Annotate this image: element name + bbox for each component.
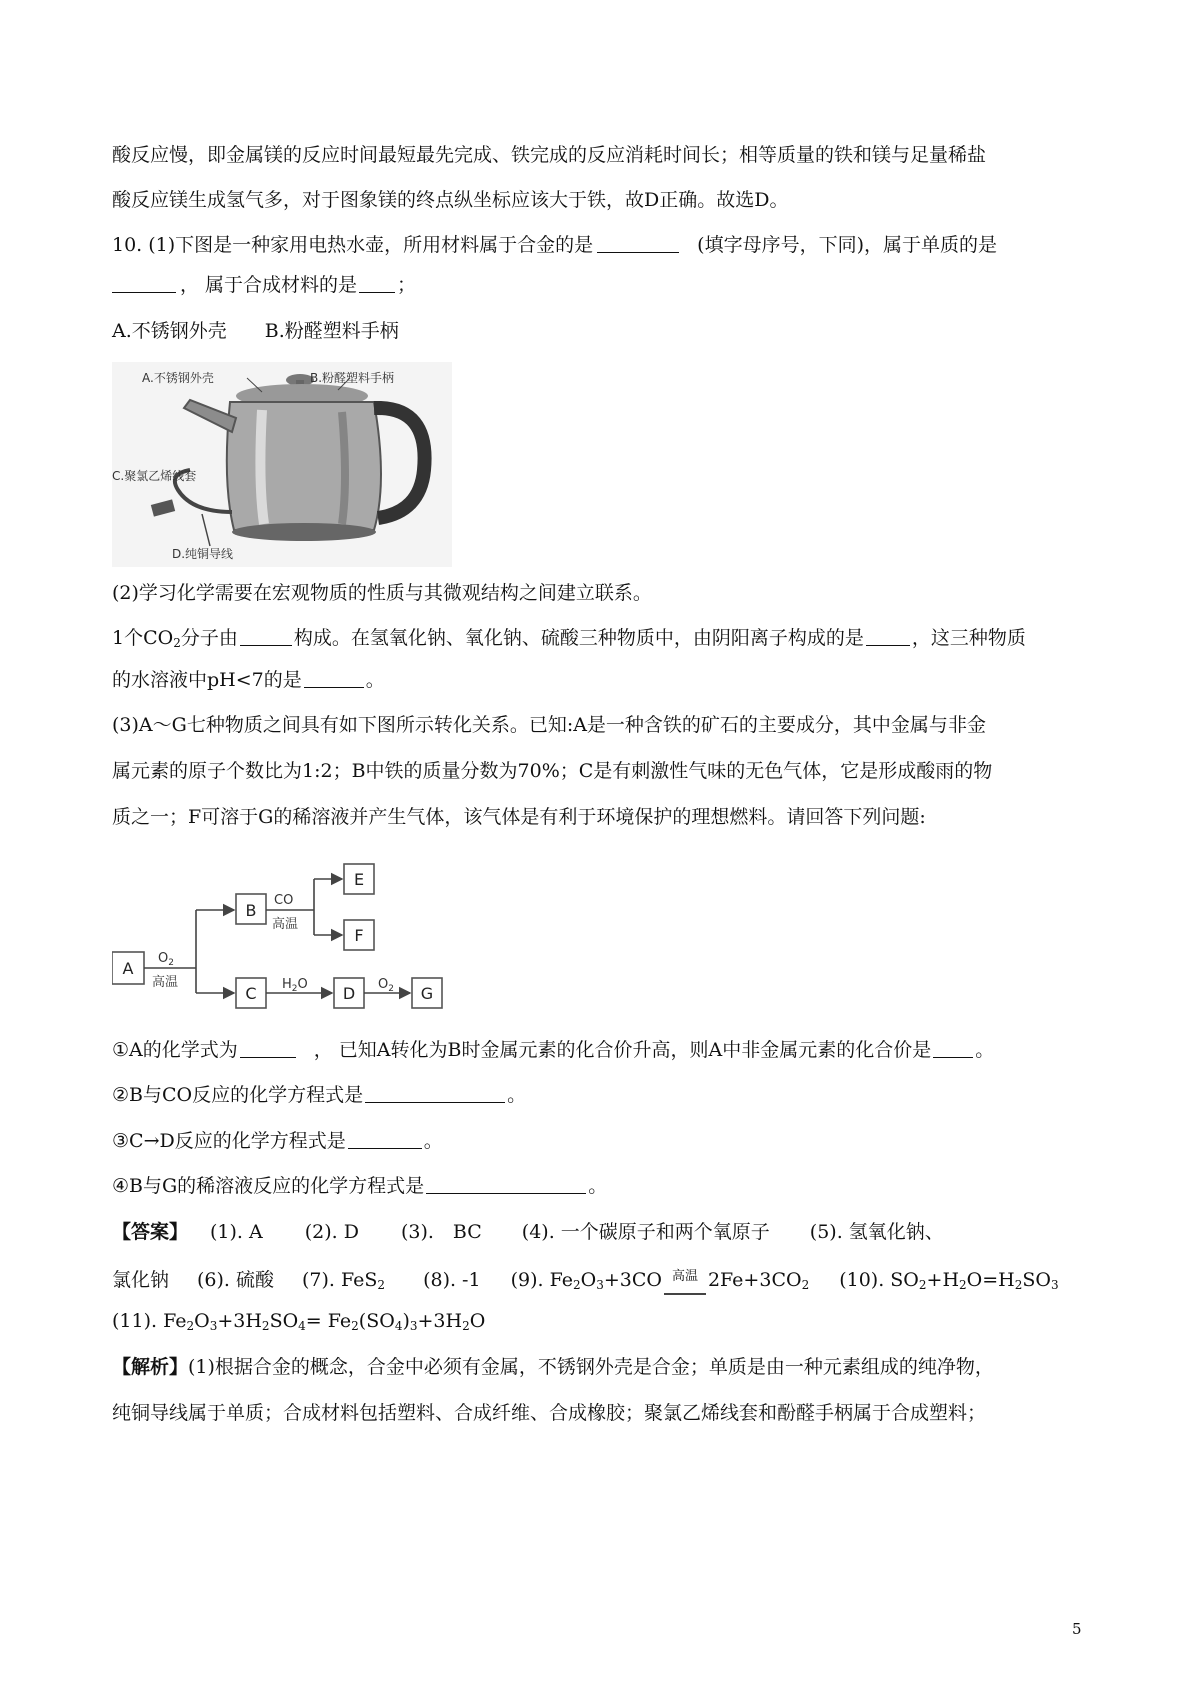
- cond-c-tail: O: [297, 977, 308, 992]
- text: ， 已知A转化为B时金属元素的化合价升高，则A中非金属元素的化合价是: [313, 1039, 932, 1061]
- cond-d-sub: 2: [388, 984, 394, 994]
- text: A.不锈钢外壳 B.粉醛塑料手柄: [112, 320, 399, 342]
- cond-d-reagent: O: [378, 977, 389, 992]
- cond-a-reagent: O: [158, 951, 169, 966]
- question-10-part1: [112, 230, 997, 260]
- label-b: B.粉醛塑料手柄: [310, 371, 395, 385]
- blank: [348, 1130, 422, 1149]
- text: O: [194, 1310, 210, 1332]
- text: = Fe: [305, 1310, 352, 1332]
- answer-line-2: [112, 1262, 1059, 1295]
- subscript: 2: [351, 1319, 359, 1333]
- analysis-text: (1)根据合金的概念，合金中必须有金属，不锈钢外壳是合金；单质是由一种元素组成的纯净物，: [188, 1356, 994, 1378]
- analysis-label: 【解析】: [112, 1356, 189, 1378]
- text: ，这三种物质: [911, 627, 1026, 649]
- text: 。: [588, 1175, 608, 1197]
- node-c: C: [245, 984, 257, 1003]
- subscript: 3: [596, 1278, 604, 1292]
- subscript: 2: [377, 1278, 386, 1292]
- node-e: E: [353, 870, 365, 889]
- answer-item: (4). 一个碳原子和两个氧原子: [521, 1221, 770, 1243]
- paragraph-text: 酸反应慢，即金属镁的反应时间最短最先完成、铁完成的反应消耗时间长；相等质量的铁和镁与足量稀盐: [112, 144, 987, 166]
- text-line: [112, 140, 986, 170]
- text: 10. (1)下图是一种家用电热水壶，所用材料属于合金的是: [112, 234, 594, 256]
- text: ②B与CO反应的化学方程式是: [112, 1084, 364, 1106]
- sub-question-3: [112, 1126, 443, 1156]
- answer-item: (5). 氢氧化钠、: [809, 1221, 944, 1243]
- text: O: [580, 1269, 597, 1291]
- text: 。: [423, 1130, 443, 1152]
- flow-diagram: [112, 862, 472, 1022]
- cond-a-temp: 高温: [152, 975, 179, 990]
- cond-c-reagent: H: [282, 977, 292, 992]
- text: SO: [269, 1310, 299, 1332]
- answer-item: (3). BC: [400, 1221, 482, 1243]
- blank: [933, 1039, 973, 1058]
- text: (11). Fe: [112, 1310, 187, 1332]
- text: +3CO: [603, 1269, 662, 1291]
- blank: [112, 274, 176, 293]
- svg-text:O2: [378, 977, 394, 994]
- answer-item: 氯化钠: [112, 1269, 170, 1291]
- answer-item: (7). FeS: [302, 1269, 378, 1291]
- cond-c-sub: 2: [291, 984, 298, 994]
- question-10-part2: [112, 578, 652, 608]
- text: 属元素的原子个数比为1:2；B中铁的质量分数为70%；C是有刺激性气味的无色气体，它是形成酸雨的物: [112, 760, 993, 782]
- text: 分子由: [180, 627, 238, 649]
- sub-question-1: [112, 1035, 994, 1065]
- answer-item: (1). A: [210, 1221, 263, 1243]
- blank: [240, 627, 292, 646]
- node-a: A: [122, 959, 134, 978]
- label-d: D.纯铜导线: [172, 547, 234, 561]
- text: (填字母序号，下同)，属于单质的是: [697, 234, 997, 256]
- subscript: 2: [572, 1278, 581, 1292]
- subscript: 3: [209, 1319, 218, 1333]
- node-g: G: [420, 984, 434, 1003]
- text: O: [469, 1310, 486, 1332]
- text: (10). SO: [839, 1269, 919, 1291]
- question-10-part2-line1: [112, 623, 1026, 653]
- answer-item: (6). 硫酸: [197, 1269, 275, 1291]
- answer-label: 【答案】: [112, 1221, 189, 1243]
- question-10-part3-l2: [112, 756, 992, 786]
- kettle-figure: [112, 362, 452, 567]
- answer-item: (2). D: [304, 1221, 359, 1243]
- subscript: 3: [1050, 1278, 1059, 1292]
- text: 2Fe+3CO: [707, 1269, 802, 1291]
- text: +3H: [417, 1310, 463, 1332]
- blank: [597, 234, 679, 253]
- blank: [359, 274, 395, 293]
- subscript: 4: [394, 1319, 403, 1333]
- text: ；: [397, 274, 417, 296]
- text: ): [402, 1310, 410, 1332]
- text: 构成。在氢氧化钠、氧化钠、硫酸三种物质中，由阴阳离子构成的是: [293, 627, 864, 649]
- paragraph-text: 酸反应镁生成氢气多，对于图象镁的终点纵坐标应该大于铁，故D正确。故选D。: [112, 189, 789, 211]
- answer-item-10: [839, 1269, 1058, 1291]
- question-10-part1-cont: [112, 270, 416, 300]
- text: (3)A～G七种物质之间具有如下图所示转化关系。已知:A是一种含铁的矿石的主要成分，其中金属与非金: [112, 714, 986, 736]
- label-a: A.不锈钢外壳: [142, 371, 214, 385]
- answer-item: (8). -1: [423, 1269, 481, 1291]
- text: ④B与G的稀溶液反应的化学方程式是: [112, 1175, 425, 1197]
- text: 1个CO: [112, 627, 174, 649]
- text: O=H: [966, 1269, 1015, 1291]
- subscript: 2: [918, 1278, 927, 1292]
- answer-line-3: [112, 1306, 485, 1336]
- text: 。: [975, 1039, 995, 1061]
- question-10-part2-line2: [112, 665, 385, 695]
- subscript: 2: [173, 636, 181, 650]
- subscript: 3: [409, 1319, 418, 1333]
- question-10-part3-l3: [112, 802, 926, 832]
- subscript: 2: [186, 1319, 195, 1333]
- blank: [866, 627, 910, 646]
- text: +H: [926, 1269, 960, 1291]
- text: (2)学习化学需要在宏观物质的性质与其微观结构之间建立联系。: [112, 582, 652, 604]
- sub-question-4: [112, 1171, 607, 1201]
- text: ①A的化学式为: [112, 1039, 238, 1061]
- subscript: 2: [462, 1319, 470, 1333]
- node-f: F: [354, 926, 364, 945]
- cond-b-reagent: CO: [274, 893, 294, 908]
- svg-text:H2O: [282, 977, 308, 994]
- sub-question-2: [112, 1080, 526, 1110]
- answer-item-9: [511, 1269, 810, 1291]
- analysis-line-2: [112, 1398, 986, 1428]
- flow-diagram-svg: [112, 862, 472, 1022]
- page-number: 5: [1072, 1620, 1082, 1638]
- text: (SO: [358, 1310, 395, 1332]
- text: ③C→D反应的化学方程式是: [112, 1130, 346, 1152]
- text: 。: [507, 1084, 527, 1106]
- subscript: 2: [801, 1278, 810, 1292]
- text: ， 属于合成材料的是: [180, 274, 358, 296]
- cond-b-temp: 高温: [272, 917, 299, 932]
- text: +3H: [217, 1310, 262, 1332]
- node-d: D: [342, 984, 356, 1003]
- subscript: 4: [298, 1319, 306, 1333]
- node-b: B: [245, 901, 257, 920]
- text: 质之一；F可溶于G的稀溶液并产生气体，该气体是有利于环境保护的理想燃料。请回答下列问题:: [112, 806, 926, 828]
- analysis-text: 纯铜导线属于单质；合成材料包括塑料、合成纤维、合成橡胶；聚氯乙烯线套和酚醛手柄属于合成塑料；: [112, 1402, 987, 1424]
- svg-text:O2: [158, 951, 174, 968]
- text: 。: [365, 669, 385, 691]
- question-10-part3-l1: [112, 710, 986, 740]
- text: 的水溶液中pH<7的是: [112, 669, 302, 691]
- cond-a-sub: 2: [168, 958, 174, 968]
- subscript: 2: [959, 1278, 967, 1292]
- label-c: C.聚氯乙烯线套: [112, 469, 197, 483]
- subscript: 2: [1014, 1278, 1023, 1292]
- blank: [365, 1084, 505, 1103]
- subscript: 2: [261, 1319, 270, 1333]
- text: SO: [1022, 1269, 1051, 1291]
- reaction-condition: 高温: [662, 1262, 708, 1292]
- text: (9). Fe: [510, 1269, 573, 1291]
- blank: [240, 1039, 296, 1058]
- text-line: [112, 185, 788, 215]
- blank: [304, 669, 364, 688]
- kettle-illustration: [112, 362, 452, 567]
- blank: [426, 1175, 586, 1194]
- analysis-line-1: [112, 1352, 994, 1382]
- answer-line-1: [112, 1217, 944, 1247]
- options-line: [112, 316, 399, 346]
